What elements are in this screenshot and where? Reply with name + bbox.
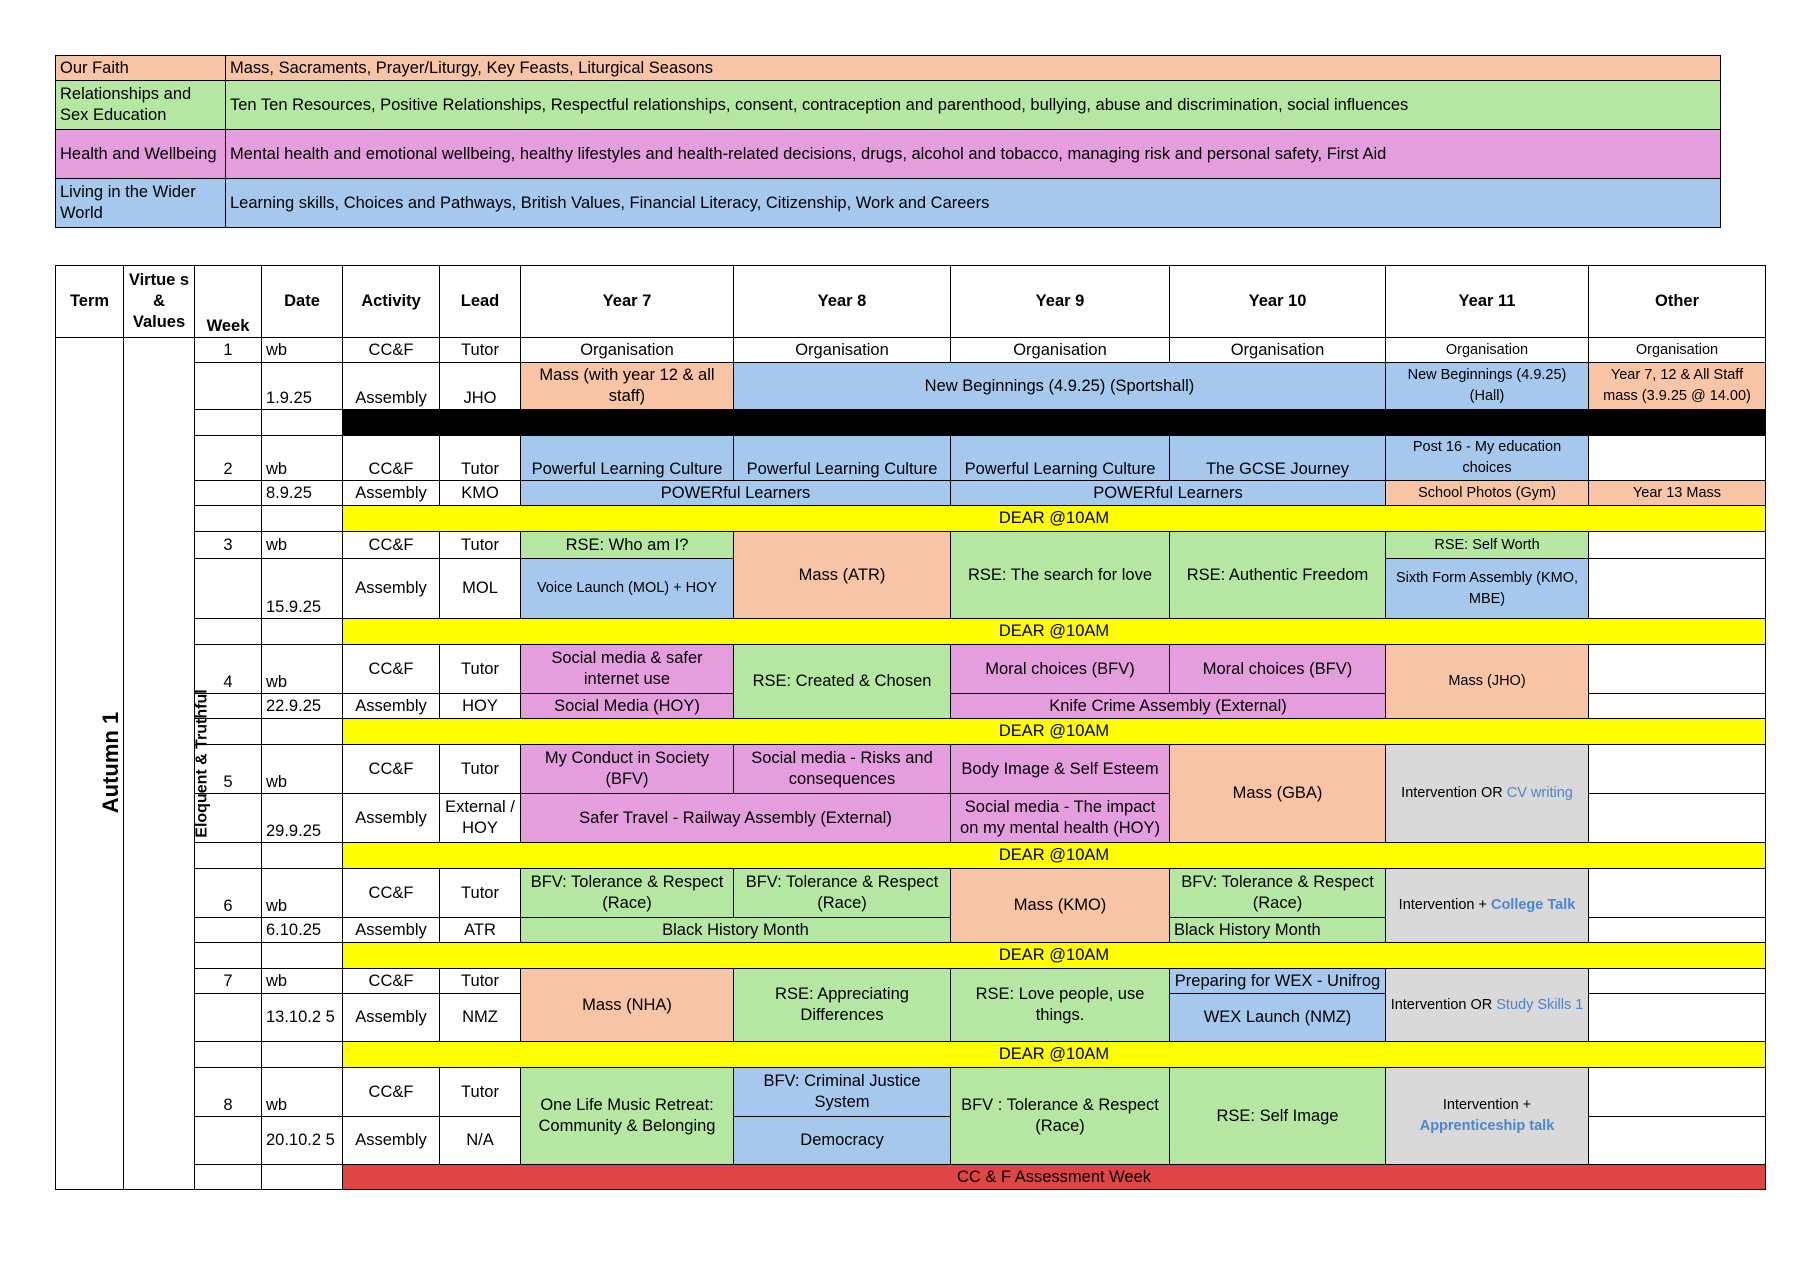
assessment-week-row: CC & F Assessment Week [343, 1165, 1766, 1190]
header-virtues: Virtue s & Values [124, 266, 195, 338]
virtues-label: Eloquent & Truthful [193, 689, 211, 838]
lead-tutor: Tutor [440, 532, 521, 559]
w1-y8-10-assembly: New Beginnings (4.9.25) (Sportshall) [734, 363, 1386, 410]
week-number: 1 [195, 338, 262, 363]
lead-cell: NMZ [440, 994, 521, 1042]
activity-ccf: CC&F [343, 645, 440, 694]
week-blank [195, 918, 262, 943]
w8-other-assembly [1589, 1117, 1766, 1165]
w1-other: Organisation [1589, 338, 1766, 363]
key-label-faith: Our Faith [56, 56, 226, 81]
w1-y8: Organisation [734, 338, 951, 363]
dear-row: DEAR @10AM [343, 943, 1766, 969]
w8-y11-link[interactable]: Apprenticeship talk [1419, 1118, 1555, 1134]
w4-other-assembly [1589, 694, 1766, 719]
w1-other-assembly: Year 7, 12 & All Staff mass (3.9.25 @ 14.00) [1589, 363, 1766, 410]
date-cell: 20.10.2 5 [262, 1117, 343, 1165]
w4-y9: Moral choices (BFV) [951, 645, 1170, 694]
w7-other [1589, 969, 1766, 994]
w2-y7: Powerful Learning Culture [521, 436, 734, 481]
w5-y9: Body Image & Self Esteem [951, 745, 1170, 794]
w8-y8-assembly: Democracy [734, 1117, 951, 1165]
activity-ccf: CC&F [343, 1068, 440, 1117]
header-year11: Year 11 [1386, 266, 1589, 338]
date-cell: 8.9.25 [262, 481, 343, 506]
week-number: 2 [195, 436, 262, 481]
w5-y7-8-assembly: Safer Travel - Railway Assembly (External) [521, 794, 951, 843]
header-other: Other [1589, 266, 1766, 338]
w1-y10: Organisation [1170, 338, 1386, 363]
w4-y9-10-assembly: Knife Crime Assembly (External) [951, 694, 1386, 719]
date-blank [262, 943, 343, 969]
w4-y10: Moral choices (BFV) [1170, 645, 1386, 694]
date-blank [262, 506, 343, 532]
w7-other-assembly [1589, 994, 1766, 1042]
activity-assembly: Assembly [343, 481, 440, 506]
week-blank [195, 481, 262, 506]
dear-row: DEAR @10AM [343, 506, 1766, 532]
lead-cell: External / HOY [440, 794, 521, 843]
week-blank [195, 943, 262, 969]
header-lead: Lead [440, 266, 521, 338]
lead-tutor: Tutor [440, 436, 521, 481]
w3-y10: RSE: Authentic Freedom [1170, 532, 1386, 619]
lead-cell: MOL [440, 559, 521, 619]
week-number: 6 [195, 869, 262, 918]
header-date: Date [262, 266, 343, 338]
date-cell: 29.9.25 [262, 794, 343, 843]
date-cell: 15.9.25 [262, 559, 343, 619]
w2-y9-10-assembly: POWERful Learners [951, 481, 1386, 506]
w7-y11-link[interactable]: Study Skills 1 [1496, 996, 1584, 1013]
w3-y11-assembly: Sixth Form Assembly (KMO, MBE) [1386, 559, 1589, 619]
activity-ccf: CC&F [343, 869, 440, 918]
lead-tutor: Tutor [440, 1068, 521, 1117]
wb-label: wb [262, 1068, 343, 1117]
key-desc-rse: Ten Ten Resources, Positive Relationships, Respectful relationships, consent, contraception and parenthood, bullying, abuse and discrimination, social influences [226, 81, 1721, 130]
w5-other [1589, 745, 1766, 794]
lead-tutor: Tutor [440, 338, 521, 363]
w6-y10-assembly: Black History Month [1170, 918, 1386, 943]
week-blank [195, 559, 262, 619]
activity-assembly: Assembly [343, 1117, 440, 1165]
key-label-rse: Relationships and Sex Education [56, 81, 226, 130]
lead-cell: HOY [440, 694, 521, 719]
w3-y9: RSE: The search for love [951, 532, 1170, 619]
w5-y11-link[interactable]: CV writing [1506, 785, 1573, 801]
w2-y8: Powerful Learning Culture [734, 436, 951, 481]
w6-y11-link[interactable]: College Talk [1490, 897, 1576, 913]
activity-ccf: CC&F [343, 532, 440, 559]
w1-y11: Organisation [1386, 338, 1589, 363]
w3-y8: Mass (ATR) [734, 532, 951, 619]
w2-other-assembly: Year 13 Mass [1589, 481, 1766, 506]
lead-tutor: Tutor [440, 969, 521, 994]
w1-y7: Organisation [521, 338, 734, 363]
lead-cell: JHO [440, 363, 521, 410]
term-cell [56, 338, 124, 1190]
w4-y8: RSE: Created & Chosen [734, 645, 951, 719]
lead-cell: N/A [440, 1117, 521, 1165]
w8-y11 [1386, 1068, 1589, 1165]
dear-row: DEAR @10AM [343, 1042, 1766, 1068]
w7-y8: RSE: Appreciating Differences [734, 969, 951, 1042]
wb-label: wb [262, 869, 343, 918]
w8-y11-text: Intervention + [1442, 1097, 1532, 1113]
week-blank [195, 410, 262, 436]
w6-other [1589, 869, 1766, 918]
w6-y11 [1386, 869, 1589, 943]
w5-y7: My Conduct in Society (BFV) [521, 745, 734, 794]
w4-other [1589, 645, 1766, 694]
date-cell: 13.10.2 5 [262, 994, 343, 1042]
w8-other [1589, 1068, 1766, 1117]
header-activity: Activity [343, 266, 440, 338]
week-blank [195, 994, 262, 1042]
w6-y9: Mass (KMO) [951, 869, 1170, 943]
w2-y9: Powerful Learning Culture [951, 436, 1170, 481]
w7-y7: Mass (NHA) [521, 969, 734, 1042]
w2-y10: The GCSE Journey [1170, 436, 1386, 481]
w4-y7-assembly: Social Media (HOY) [521, 694, 734, 719]
virtues-cell [124, 338, 211, 1190]
week-blank [195, 1117, 262, 1165]
activity-assembly: Assembly [343, 363, 440, 410]
date-blank [262, 410, 343, 436]
wb-label: wb [262, 436, 343, 481]
w5-y11-text: Intervention OR [1401, 785, 1507, 801]
activity-ccf: CC&F [343, 338, 440, 363]
w7-y10-assembly: WEX Launch (NMZ) [1170, 994, 1386, 1042]
w7-y10: Preparing for WEX - Unifrog [1170, 969, 1386, 994]
w5-y9-assembly: Social media - The impact on my mental health (HOY) [951, 794, 1170, 843]
w1-y9: Organisation [951, 338, 1170, 363]
activity-assembly: Assembly [343, 559, 440, 619]
w6-y7: BFV: Tolerance & Respect (Race) [521, 869, 734, 918]
w4-y11: Mass (JHO) [1386, 645, 1589, 719]
w6-other-assembly [1589, 918, 1766, 943]
lead-cell: KMO [440, 481, 521, 506]
dear-row: DEAR @10AM [343, 843, 1766, 869]
header-year8: Year 8 [734, 266, 951, 338]
week-blank [195, 843, 262, 869]
date-blank [262, 1042, 343, 1068]
activity-ccf: CC&F [343, 969, 440, 994]
week-number: 3 [195, 532, 262, 559]
autumn-calendar-table [55, 265, 1766, 1190]
w6-y11-text: Intervention + [1398, 897, 1491, 913]
wb-label: wb [262, 969, 343, 994]
week-number: 8 [195, 1068, 262, 1117]
w7-y11 [1386, 969, 1589, 1042]
w3-y7: RSE: Who am I? [521, 532, 734, 559]
key-label-health: Health and Wellbeing [56, 130, 226, 179]
w7-y11-text: Intervention OR [1390, 996, 1497, 1013]
key-desc-faith: Mass, Sacraments, Prayer/Liturgy, Key Feasts, Liturgical Seasons [226, 56, 1721, 81]
w3-other-assembly [1589, 559, 1766, 619]
curriculum-key-table [55, 55, 1721, 228]
w7-y9: RSE: Love people, use things. [951, 969, 1170, 1042]
week-number: 4 [195, 645, 262, 694]
w5-y8: Social media - Risks and consequences [734, 745, 951, 794]
date-cell: 22.9.25 [262, 694, 343, 719]
lead-tutor: Tutor [440, 645, 521, 694]
w2-y11-assembly: School Photos (Gym) [1386, 481, 1589, 506]
w8-y9: BFV : Tolerance & Respect (Race) [951, 1068, 1170, 1165]
w1-y7-assembly: Mass (with year 12 & all staff) [521, 363, 734, 410]
header-year7: Year 7 [521, 266, 734, 338]
lead-tutor: Tutor [440, 745, 521, 794]
w3-y7-assembly: Voice Launch (MOL) + HOY [521, 559, 734, 619]
date-blank [262, 619, 343, 645]
wb-label: wb [262, 532, 343, 559]
w2-y11: Post 16 - My education choices [1386, 436, 1589, 481]
w8-y10: RSE: Self Image [1170, 1068, 1386, 1165]
w5-y11 [1386, 745, 1589, 843]
week-blank [195, 1042, 262, 1068]
header-year9: Year 9 [951, 266, 1170, 338]
header-year10: Year 10 [1170, 266, 1386, 338]
dear-row: DEAR @10AM [343, 619, 1766, 645]
black-divider-row [343, 410, 1766, 436]
w6-y8: BFV: Tolerance & Respect (Race) [734, 869, 951, 918]
wb-label: wb [262, 338, 343, 363]
w2-other [1589, 436, 1766, 481]
activity-assembly: Assembly [343, 994, 440, 1042]
w6-y10: BFV: Tolerance & Respect (Race) [1170, 869, 1386, 918]
w3-y11: RSE: Self Worth [1386, 532, 1589, 559]
week-number: 7 [195, 969, 262, 994]
wb-label: wb [262, 645, 343, 694]
activity-assembly: Assembly [343, 794, 440, 843]
activity-ccf: CC&F [343, 436, 440, 481]
header-week: Week [195, 266, 262, 338]
w8-y7: One Life Music Retreat: Community & Belonging [521, 1068, 734, 1165]
key-desc-wider-world: Learning skills, Choices and Pathways, British Values, Financial Literacy, Citizenship, Work and Careers [226, 179, 1721, 228]
key-label-wider-world: Living in the Wider World [56, 179, 226, 228]
w5-other-assembly [1589, 794, 1766, 843]
activity-ccf: CC&F [343, 745, 440, 794]
date-blank [262, 843, 343, 869]
lead-cell: ATR [440, 918, 521, 943]
term-label: Autumn 1 [98, 711, 124, 813]
activity-assembly: Assembly [343, 918, 440, 943]
week-blank [195, 1165, 262, 1190]
header-term: Term [56, 266, 124, 338]
w4-y7: Social media & safer internet use [521, 645, 734, 694]
week-number: 5 [195, 745, 262, 794]
w2-y7-8-assembly: POWERful Learners [521, 481, 951, 506]
w3-other [1589, 532, 1766, 559]
key-desc-health: Mental health and emotional wellbeing, healthy lifestyles and health-related decisions, drugs, alcohol and tobacco, managing risk and personal safety, First Aid [226, 130, 1721, 179]
dear-row: DEAR @10AM [343, 719, 1766, 745]
lead-tutor: Tutor [440, 869, 521, 918]
w5-y10: Mass (GBA) [1170, 745, 1386, 843]
week-blank [195, 363, 262, 410]
wb-label: wb [262, 745, 343, 794]
week-blank [195, 619, 262, 645]
date-cell: 1.9.25 [262, 363, 343, 410]
activity-assembly: Assembly [343, 694, 440, 719]
date-cell: 6.10.25 [262, 918, 343, 943]
date-blank [262, 719, 343, 745]
w1-y11-assembly: New Beginnings (4.9.25) (Hall) [1386, 363, 1589, 410]
date-blank [262, 1165, 343, 1190]
w6-y7-8-assembly: Black History Month [521, 918, 951, 943]
week-blank [195, 506, 262, 532]
w8-y8: BFV: Criminal Justice System [734, 1068, 951, 1117]
